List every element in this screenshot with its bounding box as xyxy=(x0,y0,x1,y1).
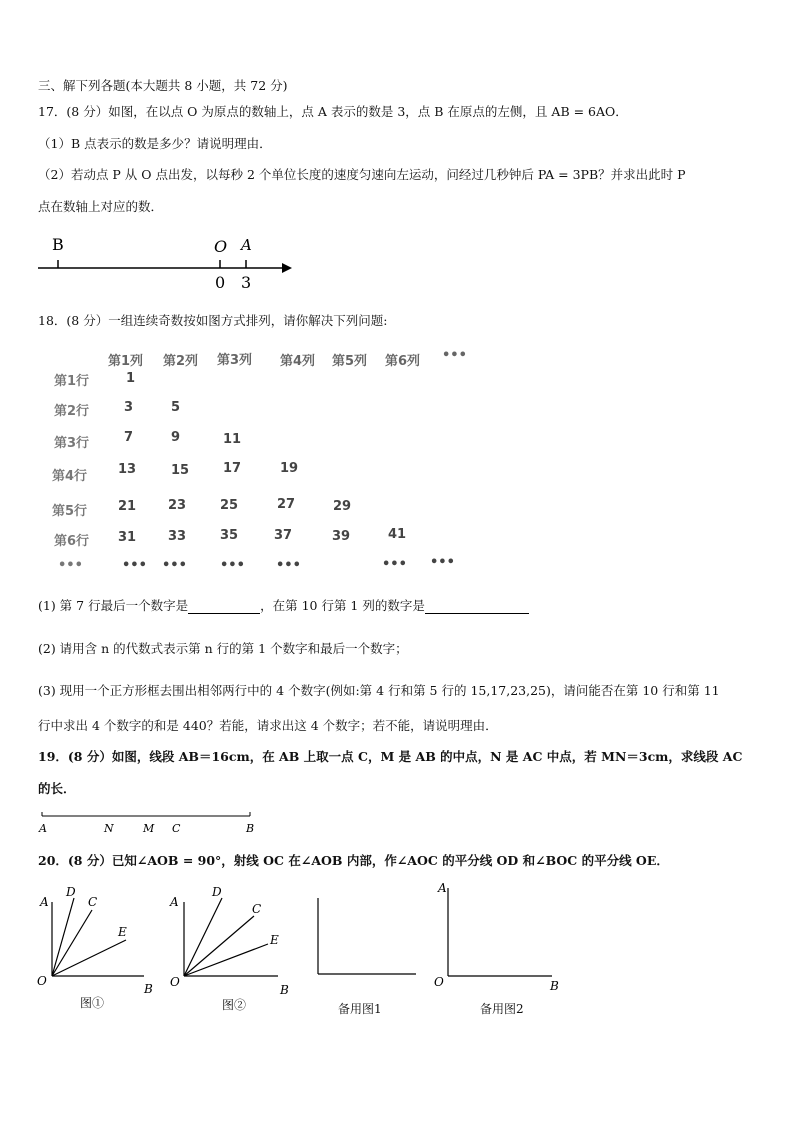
cell-r4c3: 17 xyxy=(223,461,242,476)
col-header-more: ••• xyxy=(442,348,467,363)
row-header-1: 第1行 xyxy=(54,374,90,389)
label-e: E xyxy=(118,925,127,939)
point-n: N xyxy=(104,822,114,835)
q18-part1-text-b: ，在第 10 行第 1 列的数字是 xyxy=(260,598,425,613)
q19-stem: 19．(8 分）如图，线段 AB＝16cm，在 AB 上取一点 C，M 是 AB 的中点，N 是 AC 中点，若 MN＝3cm，求线段 AC xyxy=(38,749,743,764)
q18-part3-cont: 行中求出 4 个数字的和是 440？若能，请求出这 4 个数字；若不能，请说明理由． xyxy=(38,718,498,733)
cell-r5c3: 25 xyxy=(220,498,239,513)
cell-r7c4: ••• xyxy=(276,558,301,573)
label-o: O xyxy=(170,975,180,989)
cell-r7c2: ••• xyxy=(162,558,187,573)
label-b: B xyxy=(550,979,559,993)
cell-r6c2: 33 xyxy=(168,529,187,544)
row-header-more: ••• xyxy=(58,558,83,573)
label-o: O xyxy=(434,975,444,989)
cell-r2c1: 3 xyxy=(124,400,134,415)
q19-stem-cont: 的长． xyxy=(38,781,76,796)
q17-part2-cont: 点在数轴上对应的数． xyxy=(38,199,164,214)
row-header-2: 第2行 xyxy=(54,404,90,419)
label-b: B xyxy=(144,982,153,996)
label-a: A xyxy=(241,236,252,254)
odd-number-table xyxy=(52,348,472,578)
cell-r7c3: ••• xyxy=(220,558,245,573)
label-b: B xyxy=(52,235,64,254)
answer-blank-1[interactable] xyxy=(188,613,260,614)
caption-backup2: 备用图2 xyxy=(480,1002,524,1016)
cell-r7c6: ••• xyxy=(430,555,455,570)
angle-figure-2 xyxy=(164,880,296,1000)
segment-figure xyxy=(36,808,268,840)
cell-r5c1: 21 xyxy=(118,499,137,514)
row-header-5: 第5行 xyxy=(52,504,88,519)
cell-r2c2: 5 xyxy=(171,400,181,415)
q18-part1-text-a: (1) 第 7 行最后一个数字是 xyxy=(38,598,189,613)
answer-blank-2[interactable] xyxy=(425,613,529,614)
cell-r3c2: 9 xyxy=(171,430,181,445)
q18-part2: (2) 请用含 n 的代数式表示第 n 行的第 1 个数字和最后一个数字； xyxy=(38,641,408,656)
cell-r6c6: 41 xyxy=(388,527,407,542)
axis-arrow-icon xyxy=(282,263,292,273)
cell-r4c1: 13 xyxy=(118,462,137,477)
col-header-6: 第6列 xyxy=(385,354,421,369)
cell-r3c3: 11 xyxy=(223,432,242,447)
row-header-3: 第3行 xyxy=(54,436,90,451)
cell-r7c5: ••• xyxy=(382,557,407,572)
point-a: A xyxy=(39,822,47,835)
caption-backup1: 备用图1 xyxy=(338,1002,382,1016)
label-a: A xyxy=(40,895,49,909)
ray-oc xyxy=(184,916,254,976)
q17-stem: 17．(8 分）如图，在以点 O 为原点的数轴上，点 A 表示的数是 3，点 B 在原点的左侧，且 AB = 6AO． xyxy=(38,104,628,119)
cell-r7c1: ••• xyxy=(122,558,147,573)
angle-backup-figure-2 xyxy=(428,874,568,994)
row-header-6: 第6行 xyxy=(54,534,90,549)
col-header-1: 第1列 xyxy=(108,354,144,369)
col-header-4: 第4列 xyxy=(280,354,316,369)
row-header-4: 第4行 xyxy=(52,469,88,484)
cell-r6c3: 35 xyxy=(220,528,239,543)
label-e: E xyxy=(270,933,279,947)
point-c: C xyxy=(172,822,181,835)
cell-r3c1: 7 xyxy=(124,430,134,445)
ray-od xyxy=(52,898,74,976)
tick-label-0: 0 xyxy=(215,273,226,292)
point-b: B xyxy=(246,822,255,835)
col-header-3: 第3列 xyxy=(217,353,253,368)
q20-stem: 20．(8 分）已知∠AOB = 90°，射线 OC 在∠AOB 内部，作∠AOC 的平分线 OD 和∠BOC 的平分线 OE． xyxy=(38,853,669,868)
q17-part2: （2）若动点 P 从 O 点出发，以每秒 2 个单位长度的速度匀速向左运动，问经过几秒钟后 PA = 3PB？并求出此时 P xyxy=(38,167,686,182)
label-c: C xyxy=(252,902,262,916)
q18-part1 xyxy=(38,598,529,614)
label-c: C xyxy=(88,895,98,909)
col-header-2: 第2列 xyxy=(163,354,199,369)
label-a: A xyxy=(170,895,179,909)
number-line-figure xyxy=(30,232,300,292)
cell-r6c1: 31 xyxy=(118,530,137,545)
cell-r4c4: 19 xyxy=(280,461,299,476)
label-d: D xyxy=(212,885,222,899)
cell-r1c1: 1 xyxy=(126,371,136,386)
label-o: O xyxy=(37,974,47,988)
cell-r5c4: 27 xyxy=(277,497,296,512)
label-b: B xyxy=(280,983,289,997)
cell-r4c2: 15 xyxy=(171,463,190,478)
point-m: M xyxy=(143,822,155,835)
section-title: 三、解下列各题(本大题共 8 小题，共 72 分) xyxy=(38,78,288,93)
cell-r5c5: 29 xyxy=(333,499,352,514)
label-a: A xyxy=(438,881,447,895)
cell-r6c4: 37 xyxy=(274,528,293,543)
angle-figure-1 xyxy=(34,880,164,1000)
caption-fig2: 图② xyxy=(222,998,247,1012)
cell-r6c5: 39 xyxy=(332,529,351,544)
label-d: D xyxy=(66,885,76,899)
caption-fig1: 图① xyxy=(80,996,105,1010)
q18-part3: (3) 现用一个正方形框去围出相邻两行中的 4 个数字(例如:第 4 行和第 5 行的 15,17,23,25)，请问能否在第 10 行和第 11 xyxy=(38,683,720,698)
angle-backup-figure-1 xyxy=(300,880,420,992)
tick-label-3: 3 xyxy=(241,273,252,292)
q17-part1: （1）B 点表示的数是多少？请说明理由． xyxy=(38,136,272,151)
col-header-5: 第5列 xyxy=(332,354,368,369)
cell-r5c2: 23 xyxy=(168,498,187,513)
label-o: O xyxy=(214,237,228,256)
q18-stem: 18．(8 分）一组连续奇数按如图方式排列，请你解决下列问题: xyxy=(38,313,388,328)
